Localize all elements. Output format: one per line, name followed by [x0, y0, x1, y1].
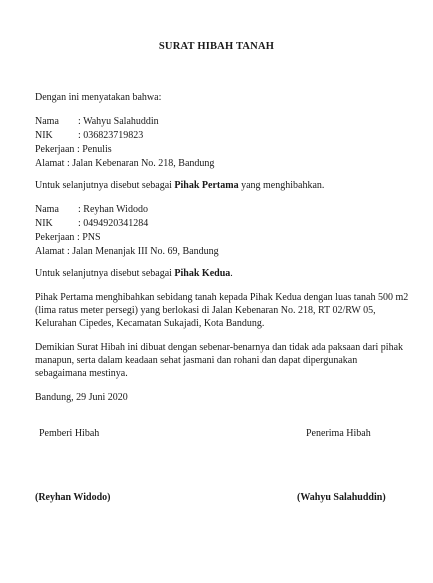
pihak-pertama-term: Pihak Pertama: [174, 180, 239, 191]
intro-text: Dengan ini menyatakan bahwa:: [35, 92, 162, 103]
first-party-nama-row: [35, 115, 159, 128]
alamat-value: : Jalan Kebenaran No. 218, Bandung: [66, 158, 215, 169]
paragraph-line: (lima ratus meter persegi) yang berlokasi di Jalan Kebenaran No. 218, RT 02/RW 05,: [35, 305, 376, 316]
paragraph-line: Pihak Pertama menghibahkan sebidang tanah kepada Pihak Kedua dengan luas tanah 500 m2: [35, 292, 409, 303]
first-party-note: [35, 179, 324, 192]
nik-label: NIK: [35, 218, 53, 229]
paragraph-line: Demikian Surat Hibah ini dibuat dengan sebenar-benarnya dan tidak ada paksaan dari pihak: [35, 342, 404, 353]
note-text: Untuk selanjutnya disebut sebagai: [35, 268, 175, 279]
nik-label: NIK: [35, 130, 53, 141]
first-party-alamat-row: [35, 157, 214, 170]
first-party-pekerjaan-row: [35, 143, 112, 156]
giver-name: (Reyhan Widodo): [35, 492, 111, 503]
second-party-nama-row: [35, 203, 148, 216]
second-party-pekerjaan-row: [35, 231, 101, 244]
pekerjaan-value: : Penulis: [76, 144, 112, 155]
note-text: yang menghibahkan.: [238, 180, 325, 191]
place-date: Bandung, 29 Juni 2020: [35, 392, 128, 403]
alamat-label: Alamat: [35, 246, 65, 257]
paragraph-line: Kelurahan Cipedes, Kecamatan Sukajadi, Kota Bandung.: [35, 318, 265, 329]
nama-label: Nama: [35, 204, 59, 215]
pekerjaan-label: Pekerjaan: [35, 144, 75, 155]
pihak-kedua-term: Pihak Kedua: [174, 268, 231, 279]
nama-label: Nama: [35, 116, 59, 127]
paragraph-line: manapun, serta dalam keadaan sehat jasmani dan rohani dan dapat dipergunakan: [35, 355, 358, 366]
second-party-nik-row: [35, 217, 148, 230]
second-party-note: [35, 267, 233, 280]
first-party-nik-row: [35, 129, 143, 142]
nama-value: : Reyhan Widodo: [78, 204, 148, 215]
pekerjaan-label: Pekerjaan: [35, 232, 75, 243]
note-text: Untuk selanjutnya disebut sebagai: [35, 180, 175, 191]
nik-value: : 0494920341284: [78, 218, 149, 229]
receiver-name: (Wahyu Salahuddin): [297, 492, 386, 503]
alamat-value: : Jalan Menanjak III No. 69, Bandung: [66, 246, 219, 257]
second-party-alamat-row: [35, 245, 219, 258]
pekerjaan-value: : PNS: [76, 232, 101, 243]
giver-label: Pemberi Hibah: [39, 428, 100, 439]
paragraph-line: sebagaimana mestinya.: [35, 368, 128, 379]
note-text: .: [230, 268, 233, 279]
document-title: SURAT HIBAH TANAH: [158, 41, 275, 52]
receiver-label: Penerima Hibah: [306, 428, 371, 439]
alamat-label: Alamat: [35, 158, 65, 169]
nik-value: : 036823719823: [78, 130, 144, 141]
nama-value: : Wahyu Salahuddin: [78, 116, 159, 127]
